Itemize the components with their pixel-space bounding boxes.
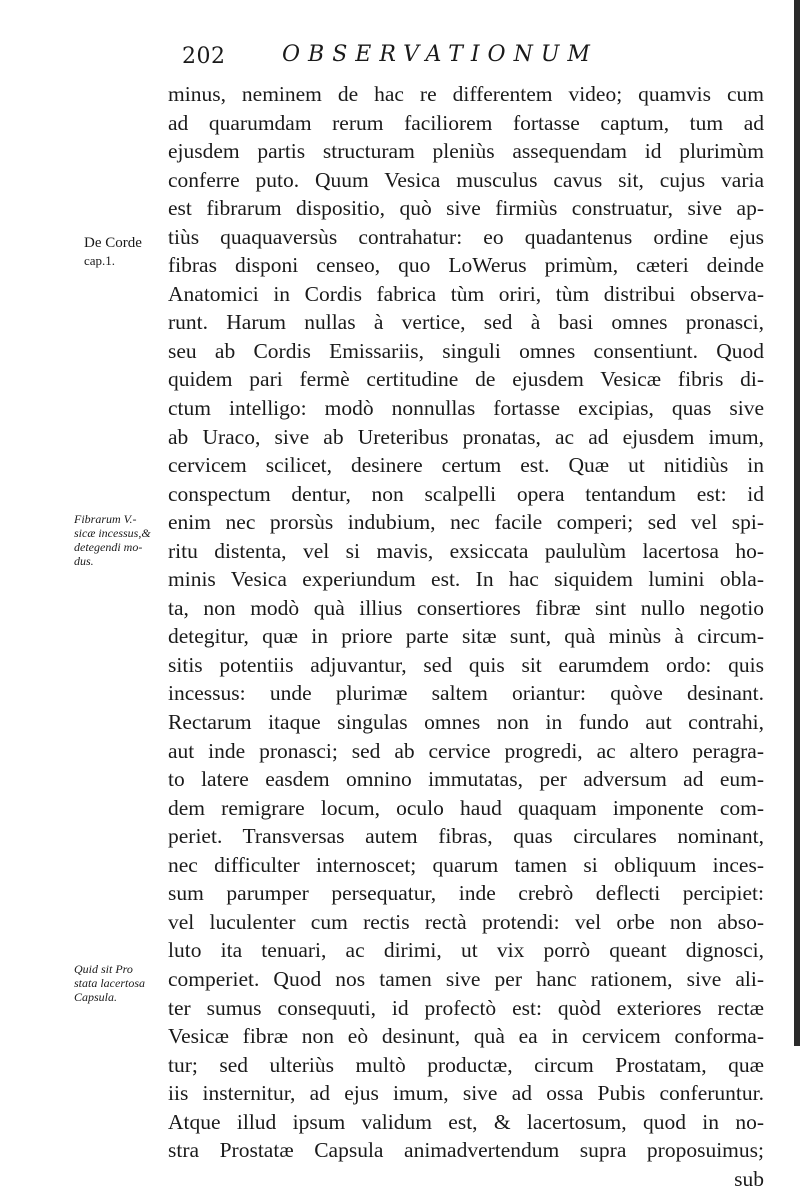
margin-note-line: dus. — [74, 554, 94, 568]
running-head: OBSERVATIONUM — [282, 42, 598, 67]
body-line: incessus: unde plurimæ saltem oriantur: quòve desinant. — [168, 681, 764, 706]
body-line: Anatomici in Cordis fabrica tùm oriri, tùm distribui observa- — [168, 281, 764, 306]
page-number: 202 — [182, 44, 226, 69]
body-line: Vesicæ fibræ non eò desinunt, quà ea in cervicem conforma- — [168, 1024, 764, 1049]
body-line: ad quarumdam rerum faciliorem fortasse captum, tum ad — [168, 110, 764, 135]
body-line: sub — [734, 1166, 764, 1191]
margin-note-line: cap.1. — [84, 253, 116, 268]
body-line: runt. Harum nullas à vertice, sed à basi omnes pronasci, — [168, 310, 764, 335]
body-line: ctum intelligo: modò nonnullas fortasse excipias, quas sive — [168, 396, 764, 421]
margin-note-fibrarum — [74, 512, 151, 568]
body-line: sum parumper persequatur, inde crebrò deflecti percipiet: — [168, 881, 764, 906]
margin-note-prostata — [74, 962, 145, 1004]
body-line: minus, neminem de hac re differentem video; quamvis cum — [168, 82, 764, 106]
body-line: minis Vesica experiundum est. In hac siquidem lumini obla- — [168, 567, 764, 592]
body-text — [168, 80, 764, 1193]
body-line: tiùs quaquaversùs contrahatur: eo quadantenus ordine ejus — [168, 224, 764, 249]
body-line: nec difficulter internoscet; quarum tamen si obliquum inces- — [168, 852, 764, 877]
margin-note-de-corde — [84, 234, 142, 270]
body-line: quidem pari fermè certitudine de ejusdem Vesicæ fibris di- — [168, 367, 764, 392]
body-line: fibras disponi censeo, quo LoWerus primùm, cæteri deinde — [168, 253, 764, 278]
body-line: Atque illud ipsum validum est, & lacertosum, quod in no- — [168, 1109, 764, 1134]
body-line: est fibrarum dispositio, quò sive firmiùs construatur, sive ap- — [168, 196, 764, 221]
body-line: conferre puto. Quum Vesica musculus cavus sit, cujus varia — [168, 167, 764, 192]
body-line: detegitur, quæ in priore parte sitæ sunt, quà minùs à circum- — [168, 624, 764, 649]
body-line: sitis potentiis adjuvantur, sed quis sit earumdem ordo: quis — [168, 652, 764, 677]
margin-note-line: sicæ incessus,& — [74, 526, 151, 540]
body-line: iis insternitur, ad ejus imum, sive ad ossa Pubis conferuntur. — [168, 1081, 764, 1106]
margin-note-line: Quid sit Pro — [74, 962, 133, 976]
body-line: aut inde pronasci; sed ab cervice progredi, ac altero peragra- — [168, 738, 764, 763]
body-line: enim nec prorsùs indubium, nec facile comperi; sed vel spi- — [168, 510, 764, 535]
body-line: luto ita tenuari, ac dirimi, ut vix porrò queant dignosci, — [168, 938, 764, 963]
body-line: vel luculenter cum rectis rectà protendi: vel orbe non abso- — [168, 909, 764, 934]
body-line: ta, non modò quà illius consertiores fibræ sint nullo negotio — [168, 595, 764, 620]
body-line: Rectarum itaque singulas omnes non in fundo aut contrahi, — [168, 710, 764, 735]
page-edge-shadow — [794, 0, 800, 1046]
body-line: ter sumus consequuti, id profectò est: quòd exteriores rectæ — [168, 995, 764, 1020]
body-line: periet. Transversas autem fibras, quas circulares nominant, — [168, 824, 764, 849]
body-line: dem remigrare locum, oculo haud quaquam imponente com- — [168, 795, 764, 820]
body-line: cervicem scilicet, desinere certum est. Quæ ut nitidiùs in — [168, 453, 764, 478]
body-line: conspectum dentur, non scalpelli opera tentandum est: id — [168, 481, 764, 506]
body-line: ab Uraco, sive ab Ureteribus pronatas, ac ad ejusdem imum, — [168, 424, 764, 449]
body-line: tur; sed ulteriùs multò productæ, circum Prostatam, quæ — [168, 1052, 764, 1077]
margin-note-line: detegendi mo- — [74, 540, 143, 554]
body-line: ejusdem partis structuram pleniùs assequendam id plurimùm — [168, 139, 764, 164]
margin-note-line: De Corde — [84, 235, 142, 251]
margin-note-line: Fibrarum V.- — [74, 512, 137, 526]
body-line: to latere easdem omnino immutatas, per adversum ad eum- — [168, 767, 764, 792]
margin-note-line: Capsula. — [74, 990, 118, 1004]
body-line: stra Prostatæ Capsula animadvertendum supra proposuimus; — [168, 1138, 764, 1163]
body-line: seu ab Cordis Emissariis, singuli omnes consentiunt. Quod — [168, 338, 764, 363]
body-line: ritu distenta, vel si mavis, exsiccata paululùm lacertosa ho- — [168, 538, 764, 563]
body-line: comperiet. Quod nos tamen sive per hanc rationem, sive ali- — [168, 966, 764, 991]
margin-note-line: stata lacertosa — [74, 976, 145, 990]
